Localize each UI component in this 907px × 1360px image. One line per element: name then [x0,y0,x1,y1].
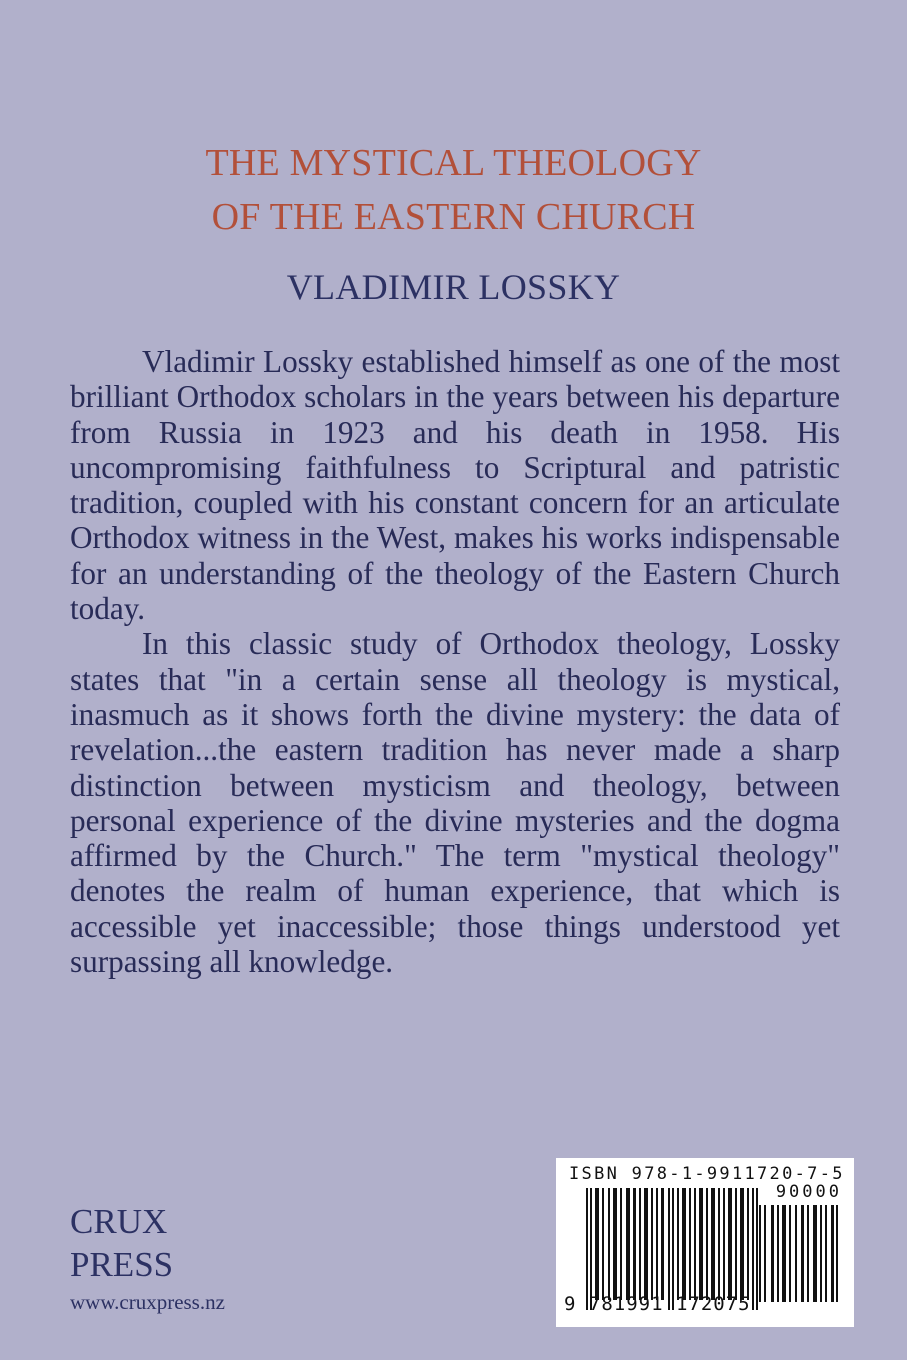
barcode-digits: 9 781991 172075 [564,1293,751,1315]
blurb-paragraph-2: In this classic study of Orthodox theology, Lossky states that "in a certain sense all theology is mystical, inasmuch as it shows forth the divine mystery: the data of revelation...the eastern tradition has never made a sharp distinction between mysticism and theology, between personal experience of the divine mysteries and the dogma affirmed by the Church." The term "mystical theology" denotes the realm of human experience, that which is accessible yet inaccessible; those things understood yet surpassing all knowledge. [70,626,840,980]
price-code: 90000 [775,1182,842,1202]
barcode-addon-bars-icon [759,1205,839,1302]
author-name: VLADIMIR LOSSKY [286,267,621,307]
isbn-barcode [556,1158,854,1327]
publisher-name-line-2: PRESS [70,1245,174,1284]
publisher-website: www.cruxpress.nz [70,1290,225,1314]
publisher-logo [70,1200,173,1286]
book-title [0,136,907,244]
blurb-paragraph-1: Vladimir Lossky established himself as one of the most brilliant Orthodox scholars in the years between his departure from Russia in 1923 and his death in 1958. His uncompromising faithfulness to Scriptural and patristic tradition, coupled with his constant concern for an articulate Orthodox witness in the West, makes his works indispensable for an understanding of the theology of the Eastern Church today. [70,344,840,627]
book-title-line-1: THE MYSTICAL THEOLOGY [205,142,702,184]
book-title-line-2: OF THE EASTERN CHURCH [211,196,696,238]
blurb [70,344,840,979]
barcode-bars-icon [586,1188,764,1310]
publisher-name-line-1: CRUX [70,1202,168,1241]
isbn-label: ISBN 978-1-9911720-7-5 [569,1164,845,1184]
